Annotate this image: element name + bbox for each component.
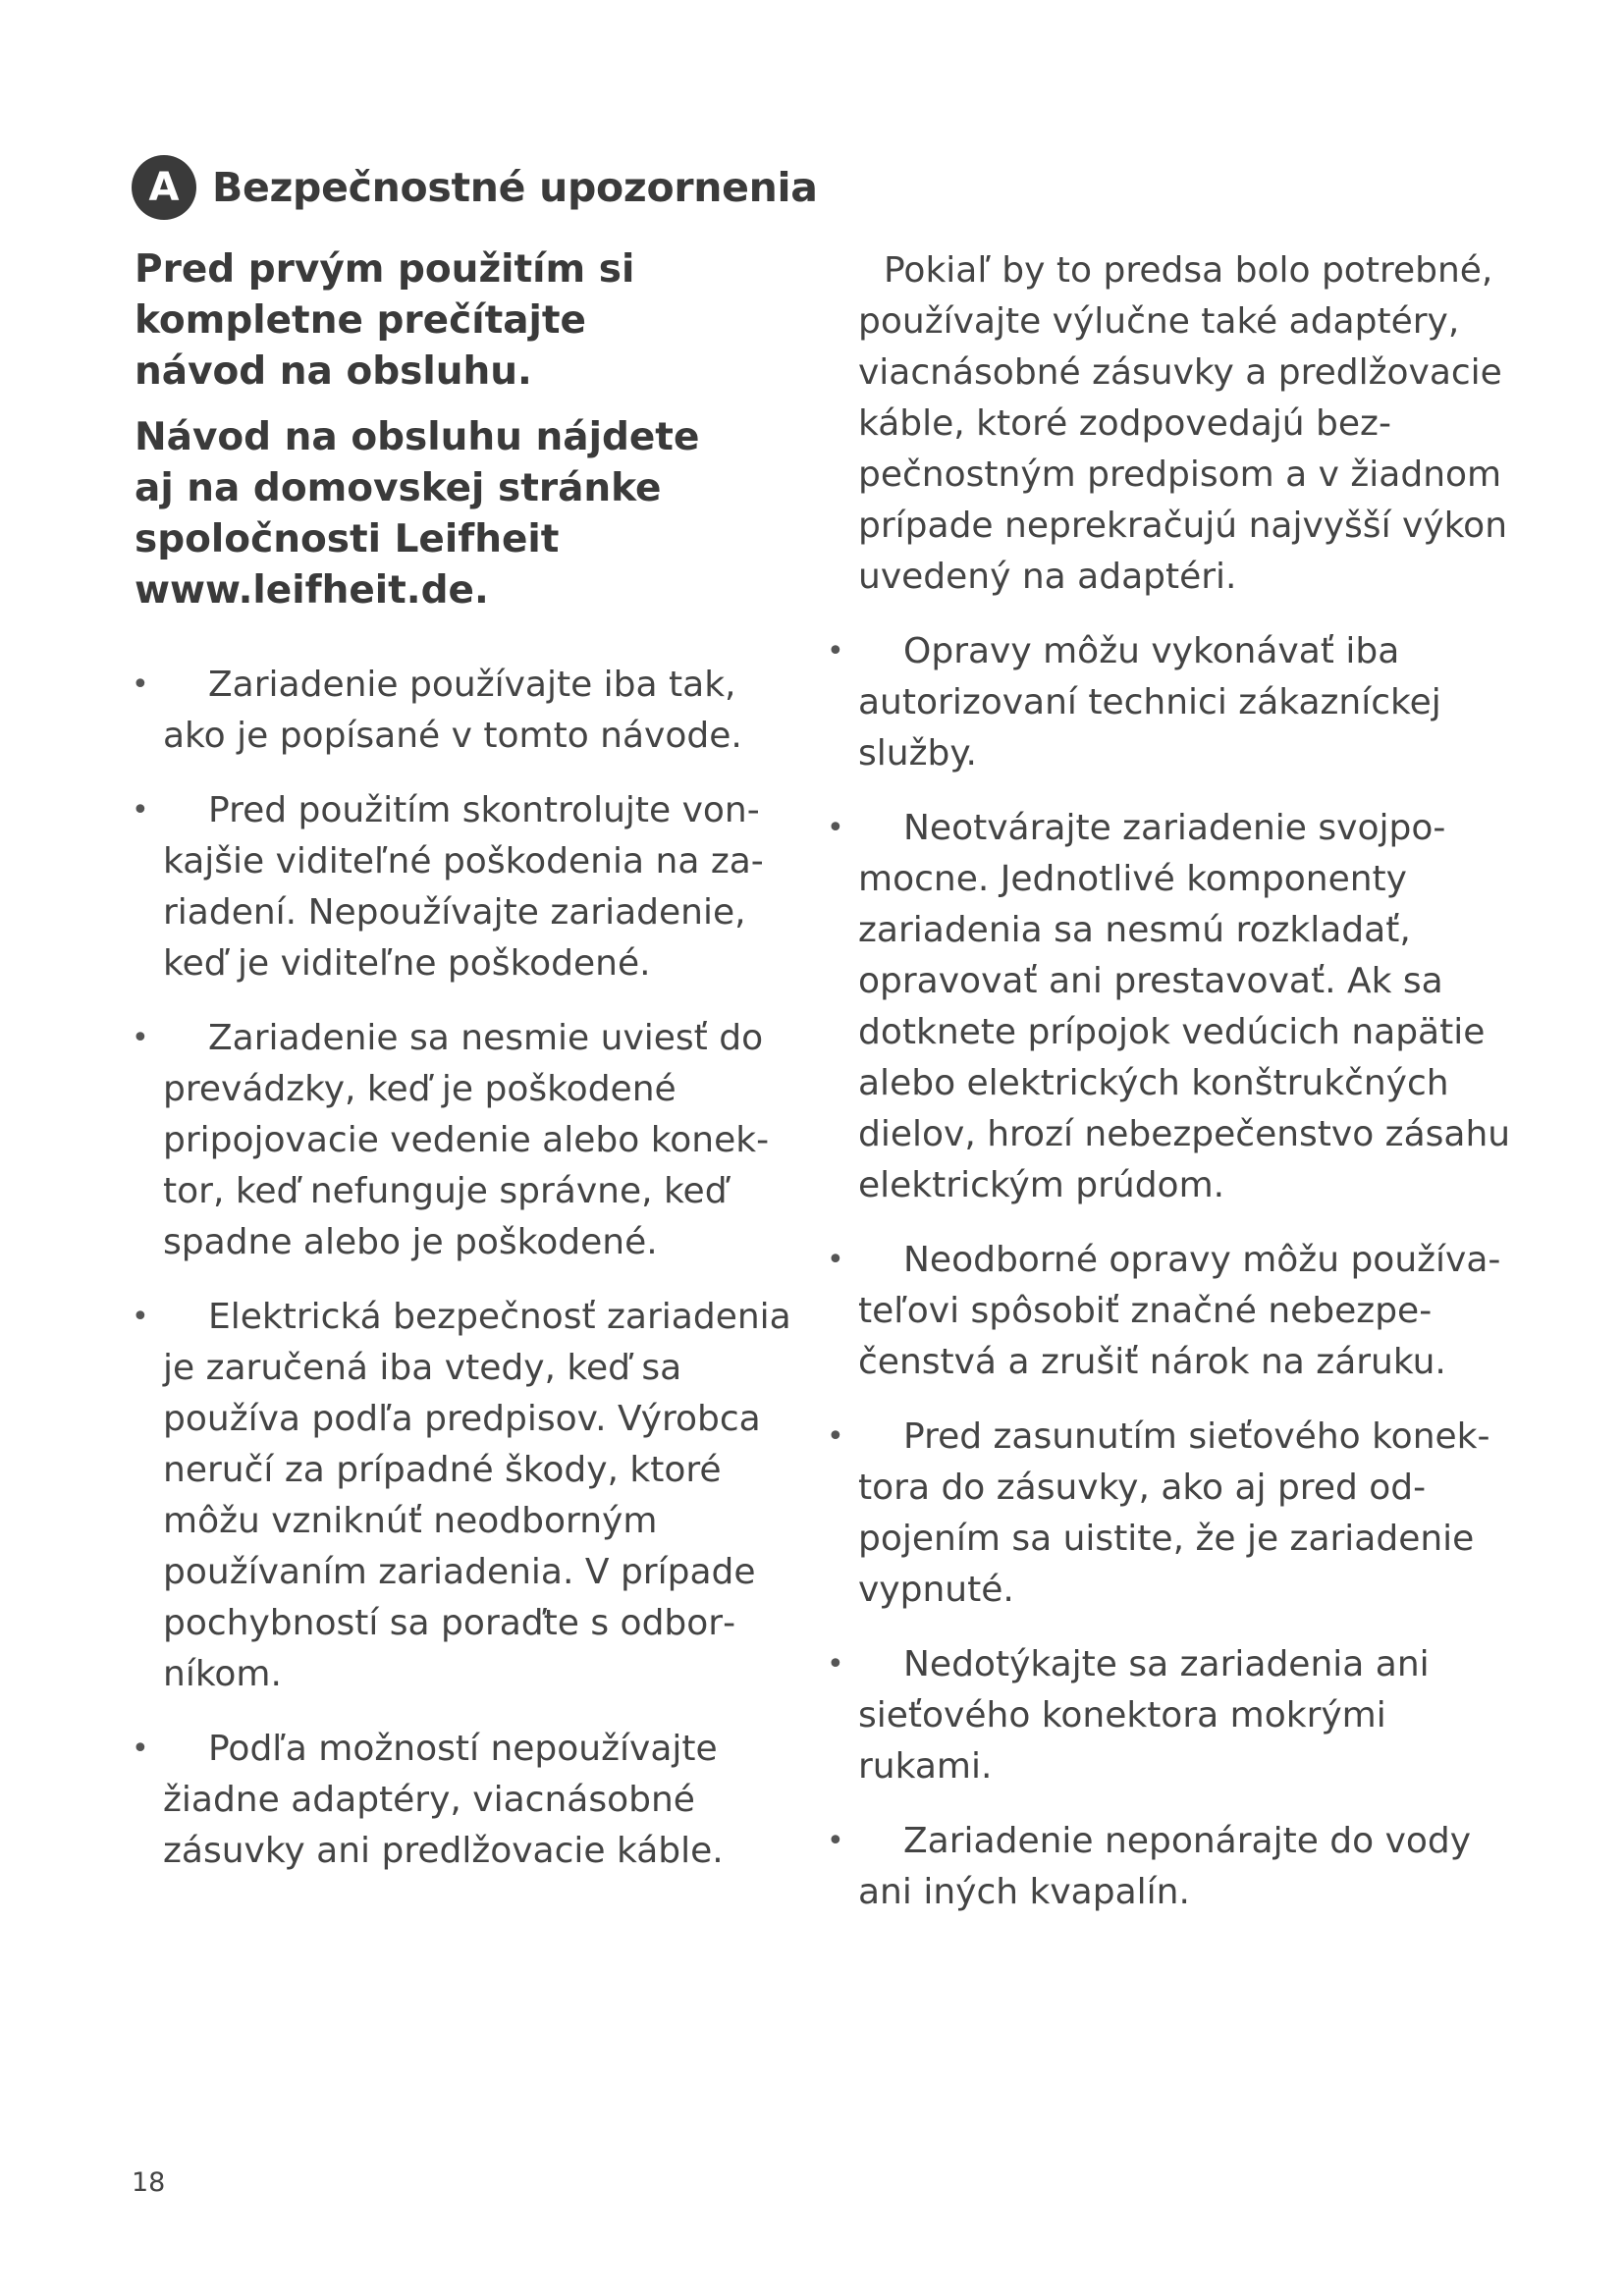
list-item-text: Neodborné opravy môžu používateľovi spôsobiť značné nebezpečenstvá a zrušiť nárok na záruku. [858, 1240, 1501, 1382]
section-badge: A [132, 155, 196, 220]
bullet-icon: • [132, 793, 149, 828]
section-header [132, 153, 818, 222]
list-item-text: Nedotýkajte sa zariadenia ani sieťového konektora mokrými rukami. [858, 1644, 1430, 1787]
continuation-paragraph [827, 245, 1524, 603]
right-column [827, 245, 1524, 1942]
list-item [132, 1724, 809, 1877]
list-item-text: Pred použitím skontrolujte vonkajšie viditeľné poškodenia na zariadení. Nepoužívajte zariadenie, keď je viditeľne poškodené. [163, 790, 764, 984]
bullet-icon: • [827, 1419, 844, 1454]
bullet-icon: • [132, 1732, 149, 1766]
bullet-icon: • [132, 1300, 149, 1334]
list-item [827, 803, 1524, 1211]
intro-manual-online: Návod na obsluhu nájdete aj na domovskej stránke spoločnosti Leifheit www.leifheit.de. [135, 415, 700, 613]
list-item-text: Pred zasunutím sieťového konektora do zásuvky, ako aj pred odpojením sa uistite, že je zariadenie vypnuté. [858, 1416, 1490, 1610]
list-item-text: Zariadenie používajte iba tak, ako je popísané v tomto návode. [163, 665, 742, 756]
list-item-text: Neotvárajte zariadenie svojpomocne. Jednotlivé komponenty zariadenia sa nesmú rozkladať, opravovať ani prestavovať. Ak sa dotknete prípojok vedúcich napätie alebo elektrických konštrukčných dielov, hrozí nebezpečenstvo zásahu elektrickým prúdom. [858, 808, 1511, 1205]
bullet-icon: • [827, 1824, 844, 1858]
bullet-icon: • [132, 667, 149, 702]
list-item-text: Opravy môžu vykonávať iba autorizovaní technici zákazníckej služby. [858, 631, 1441, 774]
bullet-icon: • [827, 1647, 844, 1682]
section-title: Bezpečnostné upozornenia [212, 164, 818, 211]
list-item [827, 1412, 1524, 1616]
list-item [132, 660, 809, 762]
list-item [132, 785, 809, 989]
list-item-text: Elektrická bezpečnosť zariadenia je zaručená iba vtedy, keď sa používa podľa predpisov. Výrobca neručí za prípadné škody, ktoré môžu vzniknúť neodborným používaním zariadenia. V prípade pochybností sa poraďte s odborníkom. [163, 1297, 791, 1694]
bullet-icon: • [132, 1021, 149, 1055]
bullet-icon: • [827, 811, 844, 845]
list-item [827, 1816, 1524, 1918]
intro-read-manual: Pred prvým použitím si kompletne prečítajte návod na obsluhu. [135, 247, 635, 394]
page-number: 18 [132, 2167, 166, 2198]
list-item [827, 626, 1524, 779]
list-item-text: Podľa možností nepoužívajte žiadne adaptéry, viacnásobné zásuvky ani predlžovacie káble. [163, 1729, 724, 1871]
left-column [132, 660, 809, 1900]
bullet-icon: • [827, 634, 844, 668]
bullet-icon: • [827, 1243, 844, 1277]
list-item-text: Zariadenie sa nesmie uviesť do prevádzky, keď je poškodené pripojovacie vedenie alebo konektor, keď nefunguje správne, keď spadne alebo je poškodené. [163, 1018, 770, 1262]
continuation-text: Pokiaľ by to predsa bolo potrebné, používajte výlučne také adaptéry, viacnásobné zásuvky a predlžovacie káble, ktoré zodpovedajú bezpečnostným predpisom a v žiadnom prípade neprekračujú najvyšší výkon uvedený na adaptéri. [858, 250, 1508, 597]
list-item [132, 1013, 809, 1268]
list-item [827, 1639, 1524, 1792]
list-item [132, 1292, 809, 1700]
list-item-text: Zariadenie neponárajte do vody ani iných kvapalín. [858, 1821, 1472, 1912]
list-item [827, 1235, 1524, 1388]
